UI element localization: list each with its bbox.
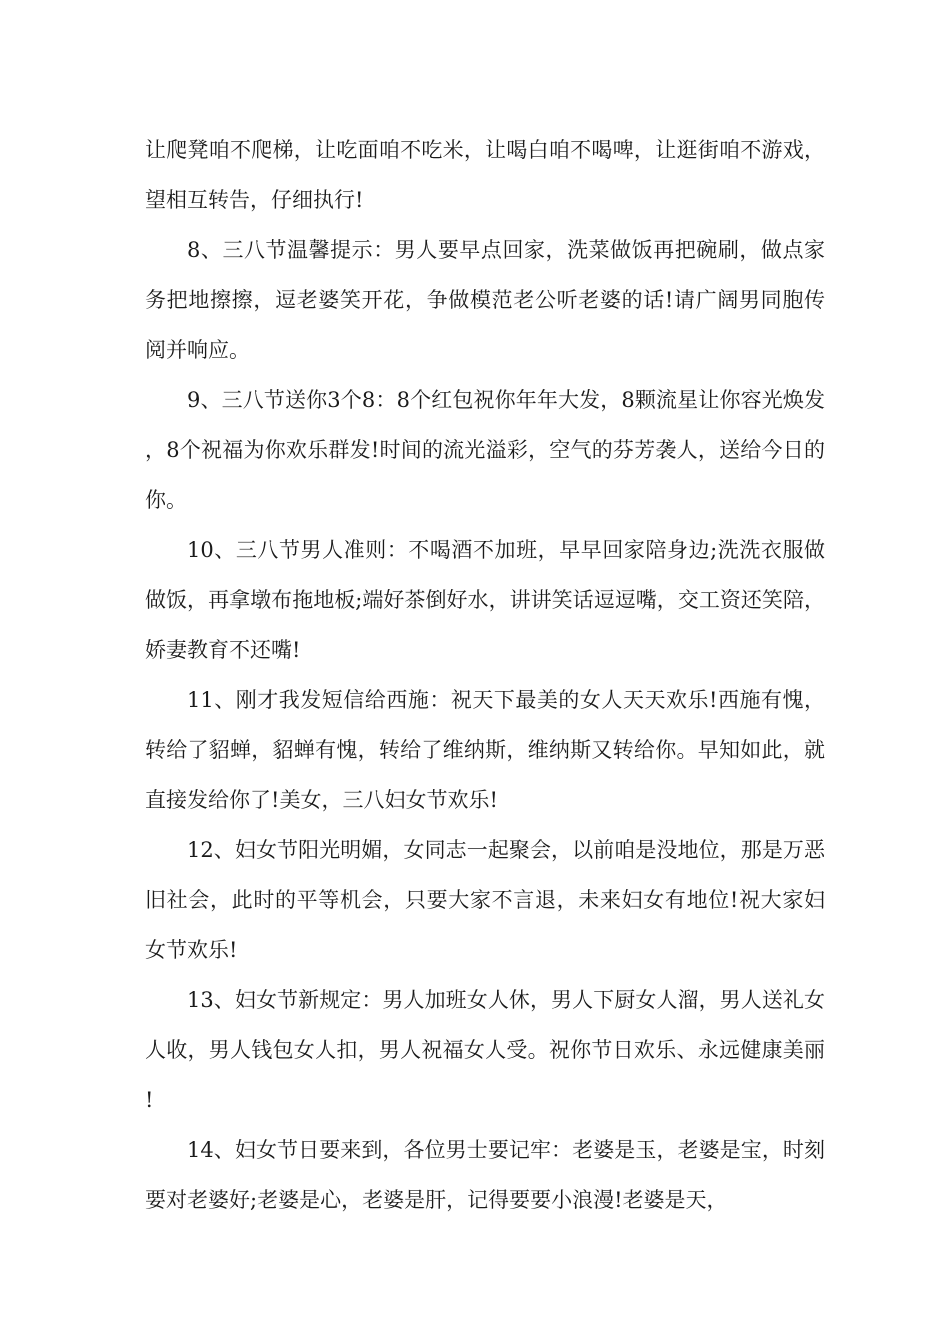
paragraph-item-12: 12、妇女节阳光明媚，女同志一起聚会，以前咱是没地位，那是万恶旧社会，此时的平等机会，只要大家不言退，未来妇女有地位!祝大家妇女节欢乐! <box>145 838 825 962</box>
paragraph-item-14: 14、妇女节日要来到，各位男士要记牢：老婆是玉，老婆是宝，时刻要对老婆好;老婆是心，老婆是肝，记得要要小浪漫!老婆是天， <box>145 1138 825 1212</box>
paragraph-continuation: 让爬凳咱不爬梯，让吃面咱不吃米，让喝白咱不喝啤，让逛街咱不游戏，望相互转告，仔细执行! <box>145 138 825 212</box>
paragraph-item-13: 13、妇女节新规定：男人加班女人休，男人下厨女人溜，男人送礼女人收，男人钱包女人扣，男人祝福女人受。祝你节日欢乐、永远健康美丽! <box>145 988 825 1112</box>
paragraph-item-11: 11、刚才我发短信给西施：祝天下最美的女人天天欢乐!西施有愧，转给了貂蝉，貂蝉有愧，转给了维纳斯，维纳斯又转给你。早知如此，就直接发给你了!美女，三八妇女节欢乐! <box>145 688 825 812</box>
document-body <box>145 125 825 1225</box>
paragraph-item-9: 9、三八节送你3个8：8个红包祝你年年大发，8颗流星让你容光焕发，8个祝福为你欢乐群发!时间的流光溢彩，空气的芬芳袭人，送给今日的你。 <box>145 388 825 512</box>
paragraph-item-8: 8、三八节温馨提示：男人要早点回家，洗菜做饭再把碗刷，做点家务把地擦擦，逗老婆笑开花，争做模范老公听老婆的话!请广阔男同胞传阅并响应。 <box>145 238 825 362</box>
paragraph-item-10: 10、三八节男人准则：不喝酒不加班，早早回家陪身边;洗洗衣服做做饭，再拿墩布拖地板;端好茶倒好水，讲讲笑话逗逗嘴，交工资还笑陪，娇妻教育不还嘴! <box>145 538 825 662</box>
